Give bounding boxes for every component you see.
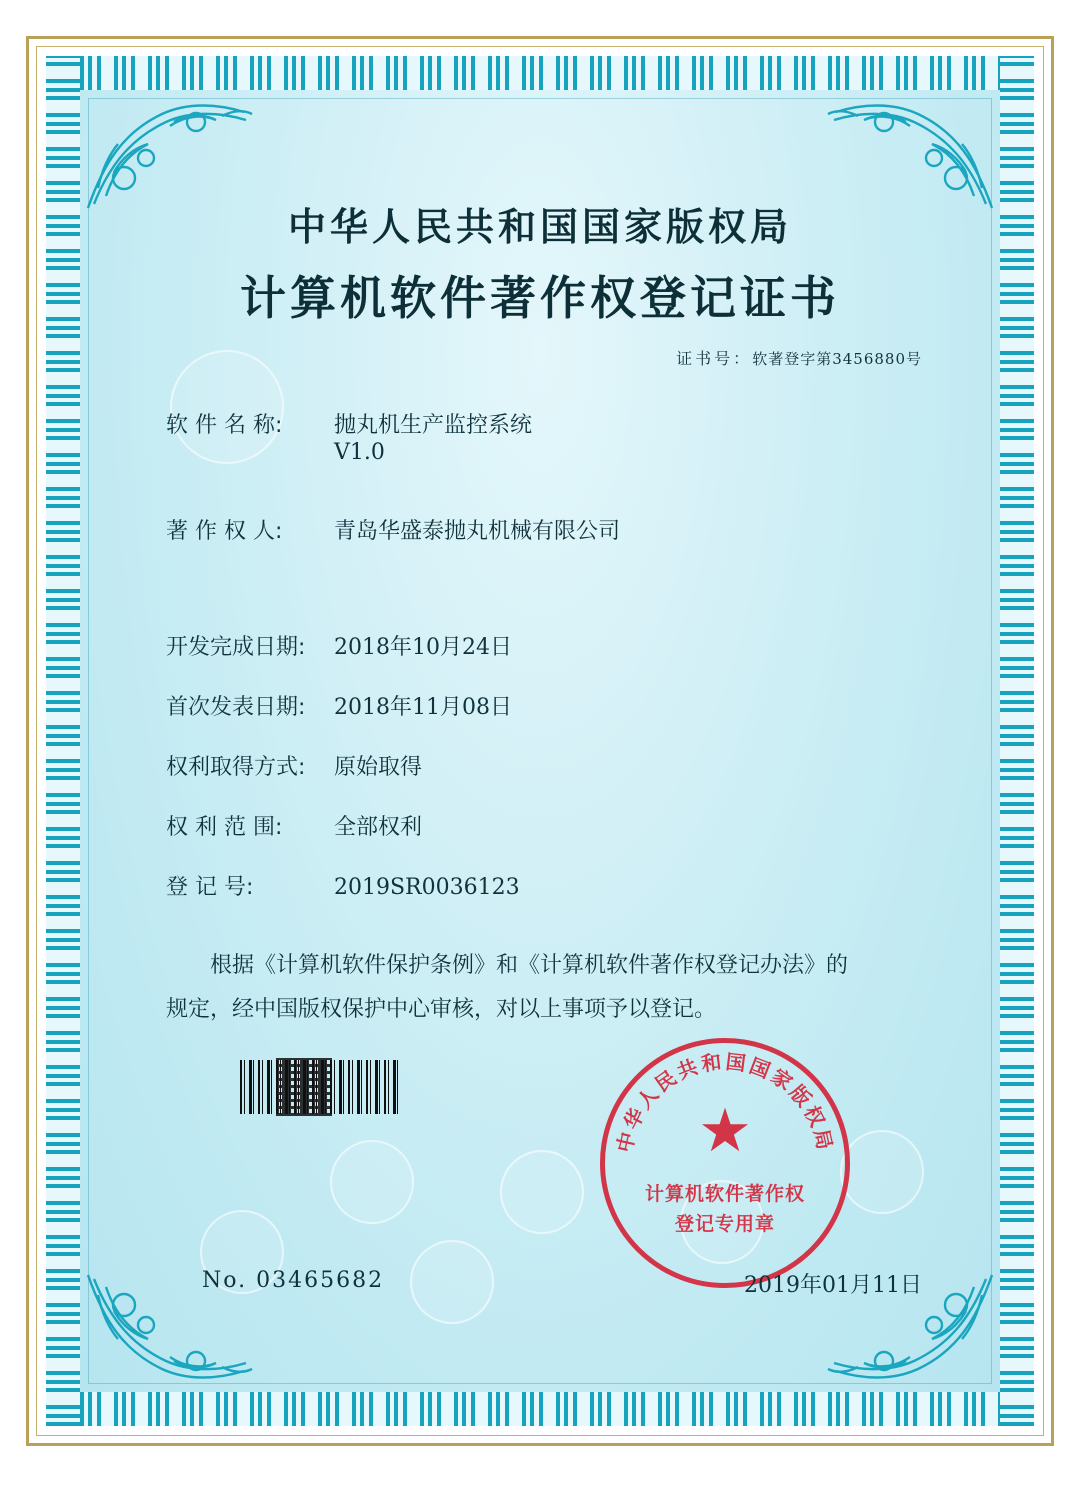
greek-key-border-top (46, 56, 1034, 90)
certificate-content (80, 90, 1000, 1392)
corner-flourish-icon (826, 92, 996, 212)
field-value: 2018年10月24日 (334, 635, 512, 660)
certificate-number (676, 346, 922, 369)
issuer-title: 中华人民共和国国家版权局 (287, 204, 792, 249)
greek-key-border-left (46, 56, 80, 1426)
field-label: 软 件 名 称: (166, 413, 283, 438)
document-title: 计算机软件著作权登记证书 (240, 271, 840, 325)
corner-flourish-icon (84, 1271, 254, 1391)
field-value: 2019SR0036123 (334, 875, 520, 900)
greek-key-border-right (1000, 56, 1034, 1426)
field-first-publication-date (166, 690, 512, 721)
seal-line-1: 计算机软件著作权 (644, 1183, 805, 1205)
field-label: 登 记 号: (166, 875, 254, 900)
barcode-matrix (276, 1058, 332, 1116)
corner-flourish-icon (826, 1271, 996, 1391)
field-value: 青岛华盛泰抛丸机械有限公司 (334, 519, 621, 544)
field-software-version: V1.0 (334, 440, 385, 465)
field-value: 原始取得 (334, 755, 423, 780)
issue-date: 2019年01月11日 (744, 1273, 922, 1298)
seal-line-2: 登记专用章 (674, 1213, 775, 1235)
svg-text:中华人民共和国国家版权局: 中华人民共和国国家版权局 (612, 1049, 838, 1155)
field-registration-number (166, 870, 520, 901)
document-number: No. 03465682 (202, 1268, 385, 1293)
field-value: 全部权利 (334, 815, 423, 840)
greek-key-border-bottom (46, 1392, 1034, 1426)
statement-line-2: 规定，经中国版权保护中心审核，对以上事项予以登记。 (166, 997, 717, 1022)
field-rights-acquisition (166, 750, 422, 781)
field-development-date (166, 630, 512, 661)
field-label: 开发完成日期: (166, 635, 306, 660)
field-value: 抛丸机生产监控系统 (334, 413, 533, 438)
statement-line-1: 根据《计算机软件保护条例》和《计算机软件著作权登记办法》的 (210, 953, 849, 978)
field-label: 权利取得方式: (166, 755, 306, 780)
field-software-name (166, 408, 532, 439)
corner-flourish-icon (84, 92, 254, 212)
certificate-number-label: 证书号： (676, 349, 753, 368)
field-label: 著 作 权 人: (166, 519, 283, 544)
field-rights-scope (166, 810, 422, 841)
field-label: 权 利 范 围: (166, 815, 283, 840)
field-value: 2018年11月08日 (334, 695, 512, 720)
official-seal (600, 1038, 850, 1288)
field-label: 首次发表日期: (166, 695, 306, 720)
star-icon: ★ (698, 1096, 752, 1166)
field-copyright-owner (166, 514, 620, 545)
certificate-number-value: 软著登字第3456880号 (752, 350, 922, 368)
certificate-paper (80, 90, 1000, 1392)
